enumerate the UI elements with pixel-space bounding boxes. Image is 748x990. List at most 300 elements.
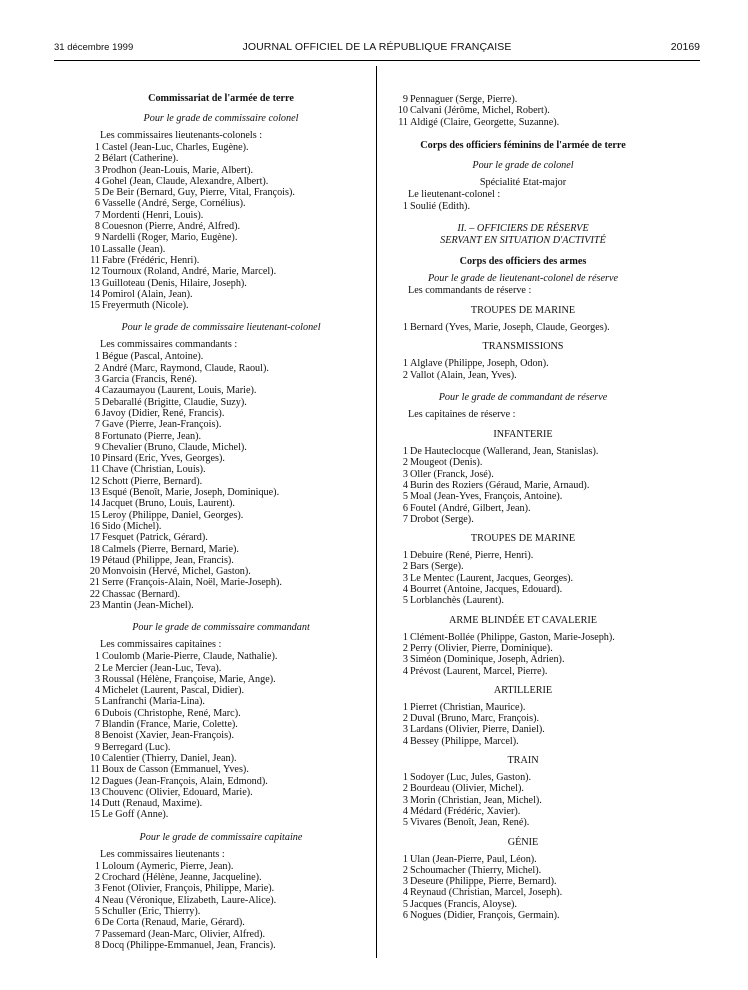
item-number: 1 [94, 142, 100, 153]
item-name: Coulomb (Marie-Pierre, Claude, Nathalie). [102, 651, 278, 663]
column-divider [376, 66, 377, 958]
right-column [394, 94, 652, 921]
list-item [394, 795, 652, 806]
item-name: Mantin (Jean-Michel). [102, 599, 194, 611]
item-number: 6 [402, 909, 408, 921]
item-name: Debuire (René, Pierre, Henri). [410, 550, 534, 562]
list-item [86, 232, 356, 243]
item-number: 1 [402, 322, 408, 334]
item-number: 5 [94, 905, 100, 917]
item-name: Esqué (Benoît, Marie, Joseph, Dominique). [102, 487, 280, 499]
grade-heading: Pour le grade de commissaire capitaine [139, 831, 303, 843]
rank-lead: Les commissaires capitaines : [100, 639, 222, 651]
item-number: 7 [94, 419, 100, 431]
grade-heading: Pour le grade de commandant de réserve [438, 392, 608, 404]
grade-heading: Pour le grade de commissaire colonel [143, 113, 299, 124]
item-number: 4 [402, 584, 408, 596]
rank-lead: Les commandants de réserve : [408, 285, 532, 297]
item-name: De Hauteclocque (Wallerand, Jean, Stanislas). [410, 446, 599, 458]
list-item [394, 772, 652, 783]
part-heading-line1: II. – OFFICIERS DE RÉSERVE [457, 223, 589, 235]
list-item [86, 374, 356, 385]
item-name: Benoist (Xavier, Jean-François). [102, 730, 234, 742]
list-item [394, 550, 652, 561]
item-name: Blandin (France, Marie, Colette). [102, 719, 238, 731]
item-name: Monvoisin (Hervé, Michel, Gaston). [102, 566, 251, 578]
arm-heading: TROUPES DE MARINE [470, 533, 576, 545]
item-name: Garcia (Francis, René). [102, 374, 198, 386]
item-name: Pennaguer (Serge, Pierre). [410, 94, 518, 105]
item-name: Deseure (Philippe, Pierre, Bernard). [410, 876, 557, 888]
list-item [86, 776, 356, 787]
list-item [86, 685, 356, 696]
list-item [86, 244, 356, 255]
list-item [394, 713, 652, 724]
list-item [394, 480, 652, 491]
item-number: 18 [89, 543, 100, 555]
list-item [86, 165, 356, 176]
item-number: 2 [402, 369, 408, 381]
item-number: 8 [94, 730, 100, 742]
list-item [394, 876, 652, 887]
item-number: 14 [89, 288, 100, 300]
item-name: Couesnon (Pierre, André, Alfred). [102, 221, 241, 233]
item-name: Guilloteau (Denis, Hilaire, Joseph). [102, 277, 247, 289]
item-number: 10 [89, 752, 100, 764]
rank-lead: Les commissaires lieutenants-colonels : [100, 130, 263, 141]
section-title-armes: Corps des officiers des armes [459, 256, 587, 268]
header-rule [54, 60, 700, 61]
item-number: 17 [89, 532, 100, 544]
item-name: Pinsard (Eric, Yves, Georges). [102, 453, 225, 465]
list-item [394, 573, 652, 584]
item-number: 7 [402, 513, 408, 525]
item-number: 12 [89, 266, 100, 278]
list-item [86, 464, 356, 475]
list-item [86, 861, 356, 872]
item-name: Fesquet (Patrick, Gérard). [102, 532, 208, 544]
item-number: 6 [94, 198, 100, 210]
list-item [86, 708, 356, 719]
item-number: 4 [402, 665, 408, 677]
list-item [86, 674, 356, 685]
list-item [394, 446, 652, 457]
item-name: Ulan (Jean-Pierre, Paul, Léon). [410, 853, 537, 865]
item-name: Neau (Véronique, Elizabeth, Laure-Alice). [102, 894, 277, 906]
item-name: Siméon (Dominique, Joseph, Adrien). [410, 654, 565, 666]
list-item [394, 561, 652, 572]
item-number: 2 [402, 713, 408, 725]
item-number: 11 [90, 464, 100, 476]
list-item [86, 787, 356, 798]
item-number: 13 [89, 277, 100, 289]
item-number: 15 [89, 300, 100, 312]
item-number: 5 [94, 696, 100, 708]
item-number: 2 [402, 783, 408, 795]
list-item [86, 929, 356, 940]
item-name: Chouvenc (Olivier, Edouard, Marie). [102, 786, 253, 798]
item-number: 3 [94, 164, 100, 176]
item-name: Bernard (Yves, Marie, Joseph, Claude, Georges). [410, 322, 610, 334]
item-name: Fabre (Frédéric, Henri). [102, 254, 200, 266]
item-number: 8 [94, 430, 100, 442]
item-name: Bessey (Philippe, Marcel). [410, 735, 519, 747]
list-item [86, 266, 356, 277]
item-name: Vasselle (André, Serge, Cornélius). [102, 198, 246, 210]
item-name: Lassalle (Jean). [102, 243, 166, 255]
item-number: 1 [94, 860, 100, 872]
item-name: Perry (Olivier, Pierre, Dominique). [410, 642, 553, 654]
item-name: Boux de Casson (Emmanuel, Yves). [102, 764, 249, 776]
item-number: 7 [94, 719, 100, 731]
item-name: Bélart (Catherine). [102, 153, 179, 165]
item-name: Vivares (Benoît, Jean, René). [410, 817, 530, 829]
item-name: Duval (Bruno, Marc, François). [410, 713, 540, 725]
list-item [394, 201, 652, 212]
item-name: Burin des Roziers (Géraud, Marie, Arnaud). [410, 479, 590, 491]
list-item [86, 221, 356, 232]
list-item [394, 724, 652, 735]
item-name: Michelet (Laurent, Pascal, Didier). [102, 685, 245, 697]
list-item [86, 917, 356, 928]
rank-lead: Les commissaires lieutenants : [100, 848, 225, 860]
item-number: 13 [89, 786, 100, 798]
list-item [394, 584, 652, 595]
item-number: 9 [402, 94, 408, 105]
item-number: 3 [94, 883, 100, 895]
item-number: 5 [402, 898, 408, 910]
list-item [86, 408, 356, 419]
item-number: 15 [89, 509, 100, 521]
list-item [86, 487, 356, 498]
item-name: Jacquet (Bruno, Louis, Laurent). [102, 498, 235, 510]
item-number: 7 [94, 209, 100, 221]
item-name: Fortunato (Pierre, Jean). [102, 430, 202, 442]
item-number: 5 [402, 817, 408, 829]
item-number: 2 [94, 872, 100, 884]
arm-heading: TRAIN [507, 755, 539, 767]
list-item [394, 806, 652, 817]
list-item [86, 719, 356, 730]
item-number: 1 [402, 358, 408, 370]
list-item [86, 255, 356, 266]
item-name: Moal (Jean-Yves, François, Antoine). [410, 491, 563, 503]
item-name: Lardans (Olivier, Pierre, Daniel). [410, 724, 545, 736]
item-name: Mordenti (Henri, Louis). [102, 209, 204, 221]
list-item [86, 940, 356, 951]
item-name: Médard (Frédéric, Xavier). [410, 805, 521, 817]
arm-sections [394, 421, 652, 921]
item-number: 1 [402, 200, 408, 212]
item-name: Debarallé (Brigitte, Claudie, Suzy). [102, 396, 247, 408]
list-item [86, 521, 356, 532]
grade-heading: Pour le grade de commissaire lieutenant-colonel [121, 322, 321, 334]
item-number: 9 [94, 441, 100, 453]
item-number: 19 [89, 554, 100, 566]
item-number: 12 [89, 475, 100, 487]
item-name: Clément-Bollée (Philippe, Gaston, Marie-Joseph). [410, 631, 615, 643]
item-number: 3 [402, 794, 408, 806]
item-name: Lanfranchi (Maria-Lina). [102, 696, 205, 708]
item-number: 6 [94, 707, 100, 719]
list-item [394, 322, 652, 333]
list-item [86, 809, 356, 820]
part-heading-line2: SERVANT EN SITUATION D'ACTIVITÉ [440, 235, 606, 247]
list-item [86, 510, 356, 521]
item-number: 4 [402, 887, 408, 899]
journal-title: JOURNAL OFFICIEL DE LA RÉPUBLIQUE FRANÇAISE [242, 41, 512, 53]
list-item [86, 600, 356, 611]
page-header [54, 40, 700, 54]
item-number: 5 [94, 187, 100, 199]
item-number: 5 [402, 595, 408, 607]
item-number: 3 [402, 876, 408, 888]
item-number: 3 [94, 673, 100, 685]
item-number: 14 [89, 498, 100, 510]
item-name: Bégue (Pascal, Antoine). [102, 351, 204, 363]
item-name: De Beir (Bernard, Guy, Pierre, Vital, François). [102, 187, 295, 199]
list-item [86, 498, 356, 509]
item-number: 2 [94, 362, 100, 374]
item-number: 6 [94, 407, 100, 419]
item-name: Lorblanchès (Laurent). [410, 595, 504, 607]
item-name: Javoy (Didier, René, Francis). [102, 407, 225, 419]
item-name: Foutel (André, Gilbert, Jean). [410, 502, 531, 514]
list-item [86, 363, 356, 374]
section-title: Commissariat de l'armée de terre [148, 93, 294, 104]
item-number: 1 [94, 351, 100, 363]
item-number: 2 [402, 457, 408, 469]
item-name: Chassac (Bernard). [102, 588, 181, 600]
list-item [86, 153, 356, 164]
list-item [86, 589, 356, 600]
item-name: Mougeot (Denis). [410, 457, 483, 469]
item-number: 3 [94, 374, 100, 386]
item-number: 4 [94, 385, 100, 397]
list-item [394, 503, 652, 514]
item-name: Oller (Franck, José). [410, 468, 494, 480]
list-item [394, 666, 652, 677]
item-number: 22 [89, 588, 100, 600]
item-name: Docq (Philippe-Emmanuel, Jean, Francis). [102, 939, 276, 951]
list-item [86, 577, 356, 588]
list-item [86, 278, 356, 289]
header-date: 31 décembre 1999 [54, 42, 134, 53]
item-name: Roussal (Hélène, Françoise, Marie, Ange). [102, 673, 276, 685]
item-name: Cazaumayou (Laurent, Louis, Marie). [102, 385, 257, 397]
arm-sections [394, 297, 652, 381]
list-item [394, 910, 652, 921]
arm-heading: ARME BLINDÉE ET CAVALERIE [449, 614, 597, 626]
item-name: Serre (François-Alain, Noël, Marie-Joseph). [102, 577, 282, 589]
item-name: Nogues (Didier, François, Germain). [410, 909, 560, 921]
list-item [86, 210, 356, 221]
list-item [86, 798, 356, 809]
rank-lead: Les commissaires commandants : [100, 339, 238, 351]
item-name: Sido (Michel). [102, 520, 162, 532]
list-item [86, 663, 356, 674]
list-item [86, 696, 356, 707]
item-name: Fenot (Olivier, François, Philippe, Marie). [102, 883, 275, 895]
list-item [394, 457, 652, 468]
list-item [86, 453, 356, 464]
item-number: 6 [94, 917, 100, 929]
item-name: Le Goff (Anne). [102, 809, 169, 821]
arm-heading: GÉNIE [507, 836, 539, 848]
list-item [86, 872, 356, 883]
item-name: Prévost (Laurent, Marcel, Pierre). [410, 665, 548, 677]
list-item [394, 899, 652, 910]
item-name: Gohel (Jean, Claude, Alexandre, Albert). [102, 175, 269, 187]
item-name: Calentier (Thierry, Daniel, Jean). [102, 752, 237, 764]
arm-heading: ARTILLERIE [493, 684, 553, 696]
item-number: 6 [402, 502, 408, 514]
list-item [86, 351, 356, 362]
item-number: 3 [402, 724, 408, 736]
item-name: Berregard (Luc). [102, 741, 171, 753]
item-number: 4 [94, 175, 100, 187]
item-number: 4 [402, 735, 408, 747]
speciality-label: Spécialité Etat-major [479, 176, 567, 188]
item-number: 1 [402, 631, 408, 643]
rank-lead: Le lieutenant-colonel : [408, 188, 501, 200]
item-name: Crochard (Hélène, Jeanne, Jacqueline). [102, 872, 262, 884]
section-title-feminins: Corps des officiers féminins de l'armée de terre [420, 139, 626, 151]
item-number: 2 [402, 864, 408, 876]
name-list [394, 201, 652, 212]
list-item [86, 764, 356, 775]
item-name: Pierret (Christian, Maurice). [410, 701, 526, 713]
item-number: 21 [89, 577, 100, 589]
grade-heading: Pour le grade de lieutenant-colonel de réserve [427, 273, 619, 285]
item-name: Castel (Jean-Luc, Charles, Eugène). [102, 142, 249, 153]
item-name: Chave (Christian, Louis). [102, 464, 206, 476]
list-item [86, 385, 356, 396]
list-item [394, 865, 652, 876]
list-item [86, 419, 356, 430]
item-number: 4 [402, 805, 408, 817]
list-item [394, 370, 652, 381]
item-number: 1 [402, 550, 408, 562]
grade-heading: Pour le grade de colonel [472, 159, 574, 171]
item-number: 7 [94, 928, 100, 940]
item-number: 2 [94, 662, 100, 674]
item-number: 10 [397, 105, 408, 117]
item-number: 2 [94, 153, 100, 165]
list-item [86, 198, 356, 209]
list-item [394, 817, 652, 828]
item-number: 11 [90, 254, 100, 266]
item-number: 3 [402, 654, 408, 666]
item-name: De Corta (Renaud, Marie, Gérard). [102, 917, 245, 929]
item-number: 10 [89, 453, 100, 465]
list-item [86, 753, 356, 764]
item-number: 3 [402, 468, 408, 480]
item-name: Gave (Pierre, Jean-François). [102, 419, 222, 431]
arm-heading: TRANSMISSIONS [482, 341, 564, 353]
item-name: Bourret (Antoine, Jacques, Edouard). [410, 584, 563, 596]
item-number: 9 [94, 741, 100, 753]
item-name: Loloum (Aymeric, Pierre, Jean). [102, 860, 234, 872]
item-name: Le Mercier (Jean-Luc, Teva). [102, 662, 222, 674]
item-name: André (Marc, Raymond, Claude, Raoul). [102, 362, 269, 374]
item-name: Prodhon (Jean-Louis, Marie, Albert). [102, 164, 254, 176]
item-name: Soulié (Edith). [410, 200, 470, 212]
item-name: Alglave (Philippe, Joseph, Odon). [410, 358, 549, 370]
item-number: 9 [94, 232, 100, 244]
item-number: 14 [89, 798, 100, 810]
item-number: 20 [89, 566, 100, 578]
item-name: Schott (Pierre, Bernard). [102, 475, 203, 487]
item-number: 4 [402, 479, 408, 491]
list-item [86, 431, 356, 442]
list-item [86, 289, 356, 300]
item-name: Dubois (Christophe, René, Marc). [102, 707, 241, 719]
item-name: Bars (Serge). [410, 561, 464, 573]
item-number: 1 [402, 772, 408, 784]
list-item [86, 883, 356, 894]
list-item [86, 442, 356, 453]
list-item [86, 566, 356, 577]
item-name: Morin (Christian, Jean, Michel). [410, 794, 542, 806]
list-item [86, 300, 356, 311]
grade-heading: Pour le grade de commissaire commandant [132, 622, 310, 634]
list-item [394, 854, 652, 865]
item-number: 1 [402, 853, 408, 865]
item-name: Bourdeau (Olivier, Michel). [410, 783, 524, 795]
list-item [86, 730, 356, 741]
item-number: 13 [89, 487, 100, 499]
list-item [394, 105, 652, 116]
list-item [86, 532, 356, 543]
arm-heading: INFANTERIE [493, 429, 553, 441]
item-name: Aldigé (Claire, Georgette, Suzanne). [410, 116, 560, 128]
grade-groups [86, 105, 356, 951]
item-name: Dutt (Renaud, Maxime). [102, 798, 203, 810]
item-number: 11 [90, 764, 100, 776]
item-number: 4 [94, 894, 100, 906]
item-name: Dagues (Jean-François, Alain, Edmond). [102, 775, 268, 787]
list-item [394, 783, 652, 794]
list-item [86, 176, 356, 187]
item-number: 2 [402, 642, 408, 654]
list-item [394, 358, 652, 369]
item-number: 2 [402, 561, 408, 573]
list-item [394, 887, 652, 898]
list-item [394, 491, 652, 502]
item-name: Chevalier (Bruno, Claude, Michel). [102, 441, 247, 453]
item-number: 5 [94, 396, 100, 408]
item-name: Vallot (Alain, Jean, Yves). [410, 369, 517, 381]
item-number: 8 [94, 939, 100, 951]
item-name: Passemard (Jean-Marc, Olivier, Alfred). [102, 928, 266, 940]
list-item [394, 654, 652, 665]
item-name: Calmels (Pierre, Bernard, Marie). [102, 543, 239, 555]
list-item [86, 555, 356, 566]
item-name: Sodoyer (Luc, Jules, Gaston). [410, 772, 532, 784]
list-item [86, 397, 356, 408]
item-name: Freyermuth (Nicole). [102, 300, 189, 312]
item-name: Schuller (Eric, Thierry). [102, 905, 201, 917]
item-number: 1 [94, 651, 100, 663]
list-item [86, 544, 356, 555]
continued-list [394, 94, 652, 128]
item-name: Pétaud (Philippe, Jean, Francis). [102, 554, 234, 566]
item-name: Le Mentec (Laurent, Jacques, Georges). [410, 572, 574, 584]
item-number: 15 [89, 809, 100, 821]
item-name: Reynaud (Christian, Marcel, Joseph). [410, 887, 563, 899]
item-number: 12 [89, 775, 100, 787]
